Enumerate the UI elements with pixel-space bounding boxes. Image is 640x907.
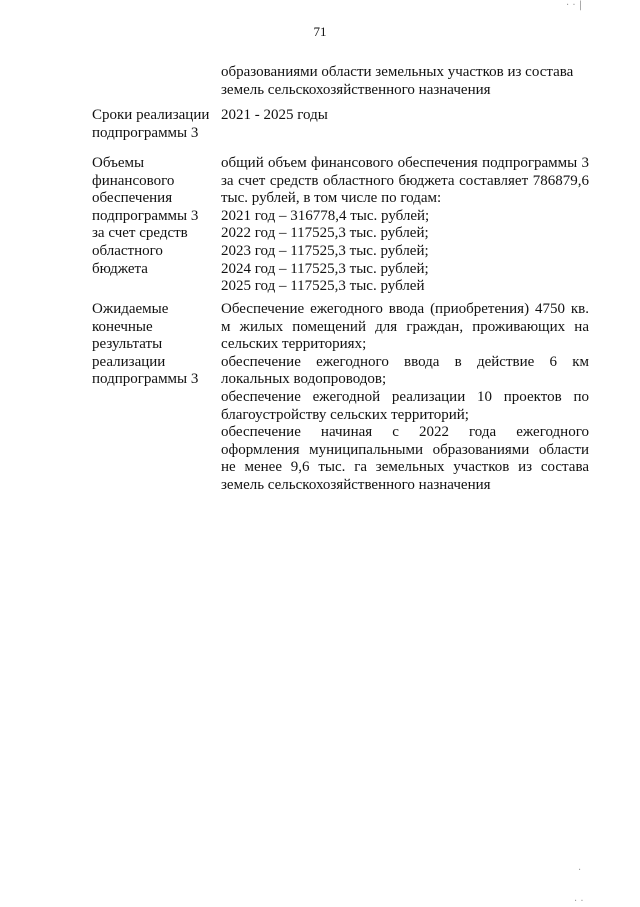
financing-year-2025: 2025 год – 117525,3 тыс. рублей [221, 278, 425, 295]
scan-artifact-top: · · | [566, 0, 583, 11]
result-item-housing: Обеспечение ежегодного ввода (приобретения) 4750 кв. м жилых помещений для граждан, проживающих на сельских территориях; [221, 301, 589, 353]
scan-artifact-bottom-corner: · · [574, 896, 584, 907]
financing-year-2024: 2024 год – 117525,3 тыс. рублей; [221, 260, 429, 277]
financing-year-2023: 2023 год – 117525,3 тыс. рублей; [221, 242, 429, 259]
page-number: 71 [313, 24, 327, 39]
period-value: 2021 - 2025 годы [221, 107, 328, 123]
row-label-results: Ожидаемые конечные результаты реализации подпрограммы 3 [92, 301, 199, 388]
scan-artifact-bottom: . [578, 862, 582, 873]
result-item-improvement: обеспечение ежегодной реализации 10 проектов по благоустройству сельских территорий; [221, 388, 589, 423]
row-label-financing: Объемы финансового обеспечения подпрограммы 3 за счет средств областного бюджета [92, 155, 199, 277]
result-item-water-supply: обеспечение ежегодного ввода в действие 6 км локальных водопроводов; [221, 353, 589, 388]
result-item-land-registration: обеспечение начиная с 2022 года ежегодного оформления муниципальными образованиями области не менее 9,6 тыс. га земельных участков из состава земель сельскохозяйственного назначения [221, 424, 589, 493]
row-label-period: Сроки реализации подпрограммы 3 [92, 107, 210, 141]
continuation-line-1: образованиями области земельных участков из состава [221, 64, 574, 80]
financing-year-2021: 2021 год – 316778,4 тыс. рублей; [221, 207, 430, 224]
financing-year-2022: 2022 год – 117525,3 тыс. рублей; [221, 225, 429, 242]
financing-intro: общий объем финансового обеспечения подпрограммы 3 за счет средств областного бюджета составляет 786879,6 тыс. рублей, в том числе по годам: [221, 155, 589, 207]
continuation-line-2: земель сельскохозяйственного назначения [221, 81, 491, 98]
